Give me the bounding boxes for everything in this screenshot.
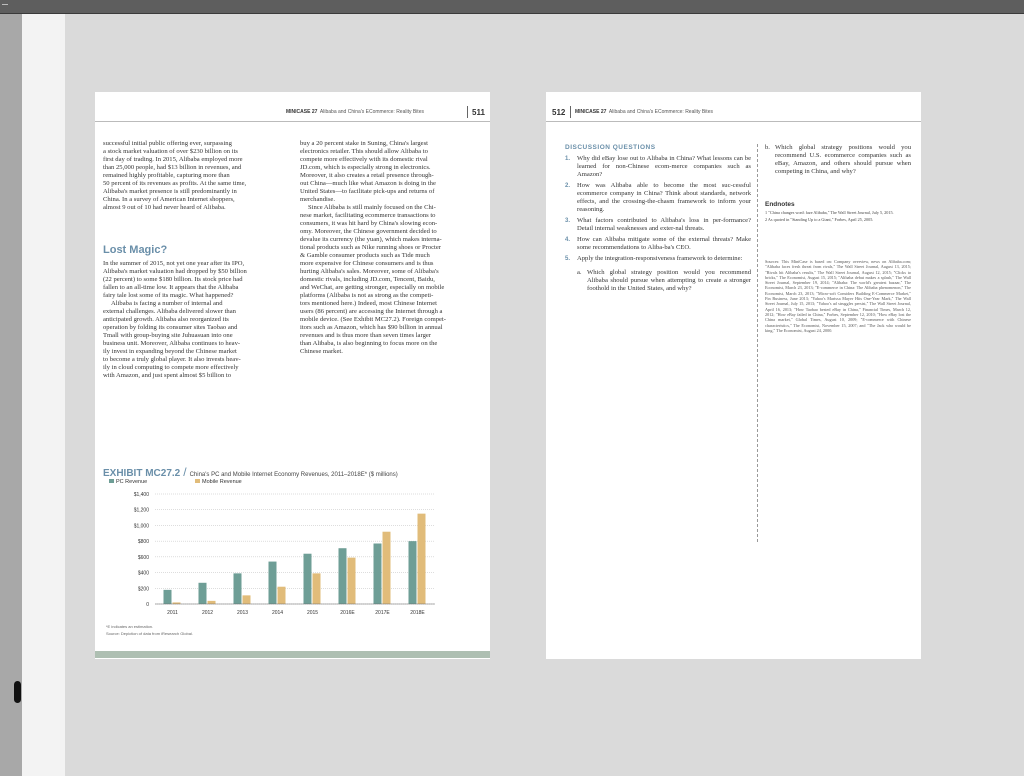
body-line: a stock market valuation of over $230 billion on its: [103, 148, 238, 155]
endnote-item: 2 As quoted in "Standing Up to a Giant," Forbes, April 25, 2005.: [765, 217, 874, 222]
bar: [208, 601, 216, 604]
right-page: [546, 92, 921, 659]
body-line: 50 percent of its revenues as profits. At the same time,: [103, 180, 247, 187]
question-text: What factors contributed to Alibaba's loss in per-formance? Detail internal weaknesses and exter-nal threats.: [577, 217, 751, 232]
body-line: and WeChat, are getting stronger, especially on mobile: [300, 284, 445, 291]
body-col1b-text: [103, 260, 290, 380]
bar: [383, 532, 391, 604]
endnotes-title: Endnotes: [765, 201, 795, 208]
subquestion-b-text: Which global strategy positions would you recommend U.S. ecommerce companies such as eBay, Amazon, and others should pursue when competing in China, and why?: [775, 144, 911, 175]
body-line: buy a 20 percent stake in Suning, China's largest: [300, 140, 428, 147]
y-tick-label: $800: [137, 539, 149, 546]
body-line: platforms (Alibaba is not as strong as the competi-: [300, 292, 434, 299]
body-line: itors such as Amazon, which has $90 billion in annual: [300, 324, 443, 331]
header-case: MINICASE 27: [286, 109, 318, 115]
body-line: & Gamble consumer products such as Tide much: [300, 252, 430, 259]
page-number: 511: [472, 108, 485, 117]
revenue-bar-chart: [95, 477, 490, 617]
body-line: Alibaba's market valuation had dropped by $50 billion: [103, 268, 247, 275]
exhibit-slash: /: [183, 465, 187, 479]
body-line: In the summer of 2015, not yet one year after its IPO,: [103, 260, 245, 267]
body-line: devalue its currency (the yuan), which makes interna-: [300, 236, 442, 243]
question-item: [565, 255, 751, 263]
body-line: mobile device. (See Exhibit MC27.2). Foreign compet-: [300, 316, 446, 323]
question-number: 3.: [565, 218, 571, 224]
body-line: fairy tale lost some of its magic. What happened?: [103, 292, 234, 299]
left-page: [95, 92, 490, 659]
body-line: more expensive for Chinese consumers and is thus: [300, 260, 434, 267]
body-line: ily in cloud computing to compete more effectively: [103, 364, 239, 371]
left-page-header: [286, 109, 424, 115]
question-text: How can Alibaba mitigate some of the external threats? Make some recommendations to Aliba-ba's CEO.: [577, 236, 751, 251]
subquestion-b: [765, 144, 911, 179]
y-tick-label: $200: [137, 586, 149, 593]
body-line: China. In a survey of American Internet shoppers,: [103, 196, 235, 203]
body-line: with Amazon, and just spent almost $5 billion to: [103, 372, 232, 379]
body-line: out China—much like what Amazon is doing in the: [300, 180, 436, 187]
body-line: omy. Moreover, the Chinese government decided to: [300, 228, 437, 235]
bar: [304, 554, 312, 604]
right-header-divider: [570, 106, 571, 118]
body-line: (22 percent) to some $180 billion. Its stock price had: [103, 276, 243, 283]
legend-label: PC Revenue: [116, 479, 148, 485]
side-panel: [0, 14, 22, 776]
body-line: compete more effectively with its domestic rival: [300, 156, 428, 163]
body-line: operation by folding its consumer sites Taobao and: [103, 324, 238, 331]
bar: [243, 595, 251, 604]
body-line: than 25,000 people, had $13 billion in revenues, and: [103, 164, 242, 171]
body-line: external challenges. Alibaba delivered slower than: [103, 308, 236, 315]
column-divider: [757, 144, 758, 542]
body-line: Since Alibaba is still mainly focused on the Chi-: [308, 204, 436, 211]
question-text: Why did eBay lose out to Alibaba in China? What lessons can be learned for non-Chinese ecom-merce companies such as Amazon?: [577, 155, 751, 178]
body-line: nese market, facilitating ecommerce transactions to: [300, 212, 436, 219]
exhibit-label: EXHIBIT MC27.2: [103, 468, 181, 479]
question-text: How was Alibaba able to become the most suc-cessful ecommerce company in China? Think about standards, network effects, and the crossing-the-chasm framework to inform your reasoning.: [577, 182, 751, 213]
header-divider: [467, 106, 468, 118]
y-tick-label: $1,000: [133, 523, 149, 530]
body-line: revenues and is thus more than seven times larger: [300, 332, 431, 339]
x-tick-label: 2017E: [375, 610, 390, 616]
body-line: United States—to facilitate pick-ups and returns of: [300, 188, 435, 195]
body-line: consumers, it was hit hard by China's slowing econ-: [300, 220, 438, 227]
y-tick-label: $1,200: [133, 507, 149, 514]
legend-swatch: [109, 479, 114, 483]
x-tick-label: 2014: [271, 610, 284, 616]
question-item: [565, 182, 751, 214]
body-line: electronics retailer. This should allow Alibaba to: [300, 148, 428, 155]
viewer-top-bar: [0, 0, 1024, 14]
body-line: Alibaba's market presence is still predominantly in: [103, 188, 237, 195]
question-text: Apply the integration-responsiveness framework to determine:: [577, 255, 743, 262]
body-line: than Alibaba, is also beginning to focus more on the: [300, 340, 438, 347]
menu-tick: [2, 4, 8, 10]
right-header-title: Alibaba and China's ECommerce: Reality Bites: [608, 109, 713, 115]
body-line: business unit. Moreover, Alibaba continues to heav-: [103, 340, 241, 347]
exhibit-title: China's PC and Mobile Internet Economy Revenues, 2011–2018E* ($ millions): [189, 472, 398, 478]
sources-text: Sources: This MiniCase is based on: Company overview, news on Alibaba.com; "Alibaba faces fresh threat from rivals," The Wall Street Journal, August 13, 2015; "Rivals hit Alibaba's results," The Wall Street Journal, August 12, 2015; "Clicks to bricks," The Economist, August 15, 2015; "Alibaba debut makes a splash," The Wall Street Journal, September 19, 2014; "Alibaba: The world's greatest bazaar," The Economist, March 23, 2013; "E-commerce in China: The Alibaba phenomenon," The Economist, March 23, 2013; "Micro-soft Considers Building E-Commerce Market," Fin Business, June 2013; "Yahoo's Marissa Mayer Hits One-Year Mark," The Wall Street Journal, July 15, 2013; "Yahoo's ad struggles persist," The Wall Street Journal, April 16, 2013; "How Taobao bested eBay in China," Financial Times, March 12, 2012; "How eBay failed in China," Forbes, September 12, 2010; "How eBay lost the China market," Global Times, August 10, 2009; "E-commerce with Chinese characteristics," The Economist, November 15, 2007; and "The Jack who would be king," The Economist, August 24, 2000.: [765, 259, 911, 333]
exhibit-footnote: *E indicates an estimation.: [106, 624, 154, 629]
bar: [199, 583, 207, 604]
body-line: Moreover, it also creates a retail presence through-: [300, 172, 434, 179]
body-line: Tmall with group-buying site Juhuasuan into one: [103, 332, 233, 339]
y-tick-label: $400: [137, 570, 149, 577]
body-line: almost 9 out of 10 had never heard of Alibaba.: [103, 204, 226, 211]
question-number: 2.: [565, 183, 571, 189]
x-tick-label: 2011: [167, 610, 178, 616]
subquestion-b-item: [765, 144, 911, 176]
question-item: [565, 217, 751, 233]
body-line: to become a truly global player. It also invests heav-: [103, 356, 241, 363]
body-line: successful initial public offering ever, surpassing: [103, 140, 232, 147]
right-header-case: MINICASE 27: [575, 109, 607, 115]
body-col1: [103, 140, 290, 212]
discussion-questions-list: [565, 155, 751, 296]
body-line: hurting Alibaba's sales. Moreover, some of Alibaba's: [300, 268, 439, 275]
header-rule: [95, 121, 490, 122]
body-line: ily invest in expanding beyond the Chinese market: [103, 348, 237, 355]
body-line: anticipated growth. Alibaba also reorganized its: [103, 316, 229, 323]
exhibit-source: Source: Depiction of data from iResearch Global.: [106, 631, 193, 636]
y-tick-label: $1,400: [133, 492, 149, 498]
header-title: Alibaba and China's ECommerce: Reality Bites: [319, 109, 424, 115]
body-col2: [300, 140, 487, 356]
bar: [234, 573, 242, 604]
bar: [164, 590, 172, 604]
subquestion-a: [565, 269, 751, 293]
body-col1b: [103, 260, 290, 380]
body-line: domestic rivals, including JD.com, Tencent, Baidu,: [300, 276, 435, 283]
body-col2-text: [300, 140, 487, 356]
bar: [313, 573, 321, 604]
bar: [409, 541, 417, 604]
body-line: first day of trading. In 2015, Alibaba employed more: [103, 156, 243, 163]
body-line: JD.com, which is especially strong in electronics.: [300, 164, 431, 171]
legend-label: Mobile Revenue: [202, 479, 242, 485]
body-col1-text: [103, 140, 290, 212]
x-tick-label: 2012: [201, 610, 214, 616]
body-line: users (86 percent) are accessing the Internet through a: [300, 308, 443, 315]
subquestion-b-number: b.: [765, 144, 770, 151]
bar: [418, 514, 426, 604]
subquestion-a-text: Which global strategy position would you recommend Alibaba should pursue when attempting to create a stronger foothold in the United States, and why?: [587, 269, 751, 292]
section-title: Lost Magic?: [103, 244, 168, 256]
body-line: merchandise.: [300, 196, 335, 203]
body-line: tional products such as Nike running shoes or Procter: [300, 244, 442, 251]
bar: [278, 587, 286, 604]
body-line: remained highly profitable, capturing more than: [103, 172, 230, 179]
page-bottom-band: [95, 651, 490, 658]
body-line: tors mentioned here.) Indeed, most Chinese Internet: [300, 300, 437, 307]
x-tick-label: 2018E: [410, 610, 425, 616]
scrollbar-handle[interactable]: [14, 681, 21, 703]
endnote-item: 1 "China changes won't faze Alibaba," The Wall Street Journal, July 5, 2015.: [765, 210, 894, 215]
question-item: [565, 155, 751, 179]
question-number: 5.: [565, 256, 571, 262]
discussion-questions-title: DISCUSSION QUESTIONS: [565, 144, 656, 151]
y-tick-label: 0: [146, 602, 149, 608]
question-number: 1.: [565, 156, 571, 162]
x-tick-label: 2016E: [340, 610, 355, 616]
x-tick-label: 2013: [236, 610, 249, 616]
right-page-number: 512: [552, 108, 566, 117]
question-item: [565, 236, 751, 252]
body-line: Alibaba is facing a number of internal and: [111, 300, 223, 307]
body-line: Chinese market.: [300, 348, 343, 355]
x-tick-label: 2015: [306, 610, 319, 616]
side-panel-light: [22, 14, 65, 776]
bar: [339, 548, 347, 604]
right-page-header: [575, 109, 713, 115]
y-tick-label: $600: [137, 554, 149, 561]
subquestion-a-number: a.: [577, 269, 582, 276]
bar: [374, 544, 382, 605]
bar: [348, 558, 356, 604]
question-number: 4.: [565, 237, 571, 243]
endnotes-list: [765, 210, 911, 224]
legend-swatch: [195, 479, 200, 483]
bar: [269, 562, 277, 604]
right-header-rule: [546, 121, 921, 122]
body-line: fallen to an all-time low. It appears that the Alibaba: [103, 284, 239, 291]
